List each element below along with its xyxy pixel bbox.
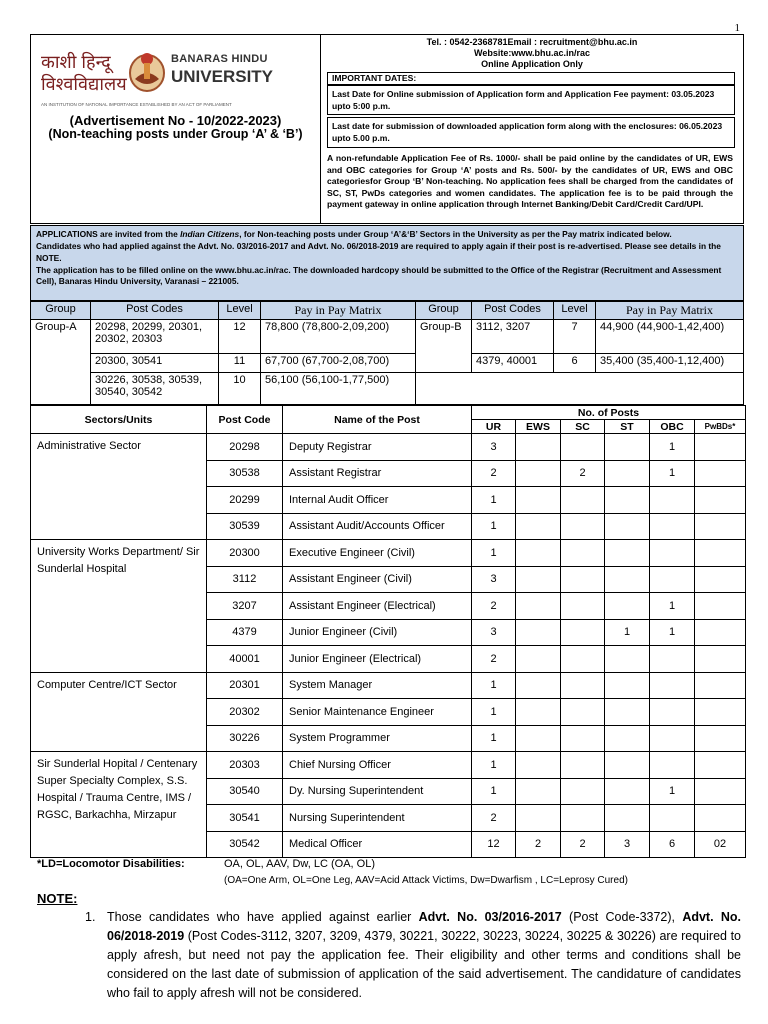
ews-count-cell xyxy=(516,460,561,487)
obc-count-cell xyxy=(650,672,695,699)
header-obc: OBC xyxy=(650,420,695,434)
obc-count-cell: 1 xyxy=(650,593,695,620)
header-ews: EWS xyxy=(516,420,561,434)
pay-cell: 20298, 20299, 20301, 20302, 20303 xyxy=(91,320,219,354)
post-code-cell: 30539 xyxy=(207,513,283,540)
header-post-name: Name of the Post xyxy=(283,406,472,434)
post-name-cell: System Programmer xyxy=(283,725,472,752)
ews-count-cell xyxy=(516,805,561,832)
post-name-cell: Assistant Engineer (Electrical) xyxy=(283,593,472,620)
pay-cell: 3112, 3207 xyxy=(472,320,554,354)
note-item-1 xyxy=(107,908,741,1003)
sc-count-cell: 2 xyxy=(561,831,605,858)
ews-count-cell xyxy=(516,487,561,514)
ur-count-cell: 1 xyxy=(472,699,516,726)
sc-count-cell xyxy=(561,725,605,752)
pay-cell: 78,800 (78,800-2,09,200) xyxy=(261,320,416,354)
band-p1-c: , for Non-teaching posts under Group ‘A’&‘B’ Sectors in the University as per the Pay matrix indicated below. xyxy=(239,229,672,239)
legend-expansion: (OA=One Arm, OL=One Leg, AAV=Acid Attack Victims, Dw=Dwarfism , LC=Leprosy Cured) xyxy=(224,875,628,886)
ur-count-cell: 2 xyxy=(472,646,516,673)
ur-count-cell: 2 xyxy=(472,593,516,620)
legend-value: OA, OL, AAV, Dw, LC (OA, OL) xyxy=(224,858,375,870)
pay-header-cell: Pay in Pay Matrix xyxy=(596,302,744,320)
ur-count-cell: 2 xyxy=(472,805,516,832)
obc-count-cell xyxy=(650,699,695,726)
pay-matrix-table xyxy=(30,301,744,405)
obc-count-cell xyxy=(650,805,695,832)
st-count-cell xyxy=(605,646,650,673)
post-code-cell: 20303 xyxy=(207,752,283,779)
pay-cell: 67,700 (67,700-2,08,700) xyxy=(261,354,416,373)
band-paragraph-3: The application has to be filled online on the www.bhu.ac.in/rac. The downloaded hardcopy should be submitted to the Office of the Registrar (Recruitment and Assessment Cell), Banaras Hindu University, Varanasi – 221005. xyxy=(36,264,722,287)
pay-cell: 12 xyxy=(219,320,261,354)
sector-name: Administrative Sector xyxy=(31,434,207,540)
ur-count-cell: 1 xyxy=(472,752,516,779)
pay-header-row xyxy=(31,302,744,320)
page-number: 1 xyxy=(734,22,740,34)
band-paragraph-2: Candidates who had applied against the Advt. No. 03/2016-2017 and Advt. No. 06/2018-2019 are required to apply again if their post is re-advertised. Please see details in the NOTE. xyxy=(36,241,721,263)
logo-hindi-name: काशी हिन्दू विश्वविद्यालय xyxy=(41,52,127,94)
pay-cell: 6 xyxy=(554,354,596,373)
pay-header-cell: Level xyxy=(219,302,261,320)
note-advt-1: Advt. No. 03/2016-2017 xyxy=(418,910,562,924)
st-count-cell xyxy=(605,593,650,620)
table-row xyxy=(31,434,746,461)
post-code-cell: 20300 xyxy=(207,540,283,567)
st-count-cell xyxy=(605,460,650,487)
pay-header-cell: Pay in Pay Matrix xyxy=(261,302,416,320)
header-post-code: Post Code xyxy=(207,406,283,434)
sc-count-cell xyxy=(561,752,605,779)
header-no-of-posts: No. of Posts xyxy=(472,406,746,420)
post-code-cell: 20302 xyxy=(207,699,283,726)
st-count-cell xyxy=(605,805,650,832)
post-code-cell: 30538 xyxy=(207,460,283,487)
post-name-cell: Junior Engineer (Electrical) xyxy=(283,646,472,673)
pay-cell: 7 xyxy=(554,320,596,354)
note-title: NOTE: xyxy=(37,891,78,906)
sc-count-cell xyxy=(561,672,605,699)
post-name-cell: Senior Maintenance Engineer xyxy=(283,699,472,726)
header-st: ST xyxy=(605,420,650,434)
pwbd-count-cell xyxy=(695,725,746,752)
post-code-cell: 20301 xyxy=(207,672,283,699)
post-code-cell: 3112 xyxy=(207,566,283,593)
ur-count-cell: 12 xyxy=(472,831,516,858)
post-name-cell: Assistant Engineer (Civil) xyxy=(283,566,472,593)
obc-count-cell: 1 xyxy=(650,778,695,805)
obc-count-cell xyxy=(650,487,695,514)
date-hardcopy-submission: Last date for submission of downloaded application form along with the enclosures: 06.05.2023 upto 5.00 p.m. xyxy=(327,117,735,148)
ur-count-cell: 1 xyxy=(472,672,516,699)
obc-count-cell: 1 xyxy=(650,619,695,646)
post-code-cell: 30540 xyxy=(207,778,283,805)
st-count-cell xyxy=(605,699,650,726)
pwbd-count-cell xyxy=(695,805,746,832)
post-name-cell: Executive Engineer (Civil) xyxy=(283,540,472,567)
ews-count-cell xyxy=(516,566,561,593)
group-b-label: Group-B xyxy=(416,320,472,373)
note-text: (Post Codes-3112, 3207, 3209, 4379, 30221, 30222, 30223, 30224, 30225 & 30226) are required to apply afresh, but need not pay the application fee. Their eligibility and other terms and conditions shall be considered on the last date of submission of application of the said advertisement. The candidature of candidates who fail to apply afresh will not be considered. xyxy=(107,929,741,1000)
ews-count-cell xyxy=(516,778,561,805)
ews-count-cell xyxy=(516,540,561,567)
pwbd-count-cell xyxy=(695,619,746,646)
pay-header-cell: Level xyxy=(554,302,596,320)
university-emblem-icon xyxy=(127,49,167,93)
st-count-cell xyxy=(605,672,650,699)
obc-count-cell xyxy=(650,513,695,540)
sc-count-cell xyxy=(561,513,605,540)
obc-count-cell: 1 xyxy=(650,460,695,487)
sector-name: Computer Centre/ICT Sector xyxy=(31,672,207,752)
sc-count-cell xyxy=(561,805,605,832)
applications-band xyxy=(30,225,744,301)
pay-cell: 44,900 (44,900-1,42,400) xyxy=(596,320,744,354)
logo-english-bottom: UNIVERSITY xyxy=(171,67,274,86)
post-name-cell: Deputy Registrar xyxy=(283,434,472,461)
pwbd-count-cell xyxy=(695,778,746,805)
date-online-submission: Last Date for Online submission of Application form and Application Fee payment: 03.05.2023 upto 5:00 p.m. xyxy=(327,85,735,115)
application-fee-text xyxy=(327,153,733,211)
sc-count-cell xyxy=(561,434,605,461)
pwbd-count-cell xyxy=(695,752,746,779)
ews-count-cell xyxy=(516,725,561,752)
sc-count-cell xyxy=(561,619,605,646)
st-count-cell xyxy=(605,513,650,540)
header-right xyxy=(321,35,743,223)
sector-name: Sir Sunderlal Hopital / Centenary Super Specialty Complex, S.S. Hospital / Trauma Centre, IMS / RGSC, Barkachha, Mirzapur xyxy=(31,752,207,858)
pwbd-count-cell xyxy=(695,540,746,567)
post-code-cell: 40001 xyxy=(207,646,283,673)
ews-count-cell xyxy=(516,699,561,726)
ur-count-cell: 2 xyxy=(472,460,516,487)
university-logo xyxy=(39,47,289,107)
pay-header-cell: Post Codes xyxy=(472,302,554,320)
band-p1-a: APPLICATIONS are invited from the xyxy=(36,229,181,239)
st-count-cell xyxy=(605,487,650,514)
pwbd-count-cell xyxy=(695,646,746,673)
obc-count-cell xyxy=(650,540,695,567)
sector-name: University Works Department/ Sir Sunderlal Hospital xyxy=(31,540,207,673)
legend-label: *LD=Locomotor Disabilities: xyxy=(37,858,185,870)
sc-count-cell xyxy=(561,699,605,726)
ews-count-cell xyxy=(516,672,561,699)
post-name-cell: Assistant Audit/Accounts Officer xyxy=(283,513,472,540)
obc-count-cell xyxy=(650,725,695,752)
st-count-cell xyxy=(605,540,650,567)
st-count-cell xyxy=(605,725,650,752)
ur-count-cell: 1 xyxy=(472,540,516,567)
header-sectors: Sectors/Units xyxy=(31,406,207,434)
pwbd-count-cell xyxy=(695,672,746,699)
pwbd-count-cell xyxy=(695,593,746,620)
pwbd-count-cell: 02 xyxy=(695,831,746,858)
logo-tagline: AN INSTITUTION OF NATIONAL IMPORTANCE ESTABLISHED BY AN ACT OF PARLIAMENT xyxy=(41,102,232,107)
post-name-cell: Dy. Nursing Superintendent xyxy=(283,778,472,805)
pwbd-count-cell xyxy=(695,699,746,726)
pay-cell: 35,400 (35,400-1,12,400) xyxy=(596,354,744,373)
header-sc: SC xyxy=(561,420,605,434)
pay-header-cell: Post Codes xyxy=(91,302,219,320)
post-name-cell: Junior Engineer (Civil) xyxy=(283,619,472,646)
sc-count-cell xyxy=(561,646,605,673)
pay-cell: 56,100 (56,100-1,77,500) xyxy=(261,373,416,405)
st-count-cell xyxy=(605,434,650,461)
obc-count-cell xyxy=(650,646,695,673)
pwbd-count-cell xyxy=(695,434,746,461)
contact-line: Tel. : 0542-2368781Email : recruitment@bhu.ac.in xyxy=(426,37,638,47)
pay-row xyxy=(31,320,744,354)
ews-count-cell xyxy=(516,752,561,779)
ur-count-cell: 1 xyxy=(472,487,516,514)
advertisement-number: (Advertisement No - 10/2022-2023) xyxy=(69,113,282,128)
post-name-cell: Chief Nursing Officer xyxy=(283,752,472,779)
obc-count-cell: 1 xyxy=(650,434,695,461)
logo-english-top: BANARAS HINDU xyxy=(171,53,268,65)
table-row xyxy=(31,540,746,567)
post-code-cell: 20299 xyxy=(207,487,283,514)
ews-count-cell xyxy=(516,593,561,620)
band-paragraph-1 xyxy=(36,229,738,240)
pay-cell: 30226, 30538, 30539, 30540, 30542 xyxy=(91,373,219,405)
post-name-cell: Medical Officer xyxy=(283,831,472,858)
advertisement-subtitle: (Non-teaching posts under Group ‘A’ & ‘B’) xyxy=(48,127,303,141)
ews-count-cell xyxy=(516,513,561,540)
pay-cell: 4379, 40001 xyxy=(472,354,554,373)
application-fee-paragraph: A non-refundable Application Fee of Rs. 1000/- shall be paid online by the candidates of UR, EWS and OBC categories for Group ‘A’ posts and Rs. 500/- by the candidates of UR, EWS and OBC categoriesfor Group ‘B’ Non-teaching. No application fees shall be charged from the candidates of SC, ST, PwDs categories and women candidates. The application fee is to be paid through the payment gateway in online application through Internet Banking/Debit Card/Credit Card/UPI. xyxy=(327,153,733,209)
posts-body xyxy=(31,434,746,858)
sc-count-cell xyxy=(561,593,605,620)
sc-count-cell xyxy=(561,540,605,567)
post-code-cell: 30541 xyxy=(207,805,283,832)
obc-count-cell xyxy=(650,752,695,779)
sc-count-cell xyxy=(561,778,605,805)
ews-count-cell xyxy=(516,646,561,673)
post-code-cell: 4379 xyxy=(207,619,283,646)
pay-row xyxy=(31,373,744,405)
ur-count-cell: 1 xyxy=(472,778,516,805)
st-count-cell xyxy=(605,752,650,779)
sc-count-cell: 2 xyxy=(561,460,605,487)
pwbd-count-cell xyxy=(695,487,746,514)
ur-count-cell: 3 xyxy=(472,619,516,646)
online-only: Online Application Only xyxy=(481,59,583,69)
pwbd-count-cell xyxy=(695,566,746,593)
post-name-cell: System Manager xyxy=(283,672,472,699)
website-line: Website:www.bhu.ac.in/rac xyxy=(473,48,591,58)
note-text: (Post Code-3372), xyxy=(561,910,683,924)
header-pwbd: PwBDs* xyxy=(695,420,746,434)
st-count-cell: 3 xyxy=(605,831,650,858)
table-row xyxy=(31,672,746,699)
header-left xyxy=(31,35,321,223)
ews-count-cell xyxy=(516,619,561,646)
important-dates-label: IMPORTANT DATES: xyxy=(327,72,735,85)
pay-row xyxy=(31,354,744,373)
band-p1-italic: Indian Citizens xyxy=(180,229,240,239)
pay-empty-cell xyxy=(416,373,744,405)
ur-count-cell: 3 xyxy=(472,566,516,593)
ur-count-cell: 1 xyxy=(472,513,516,540)
post-name-cell: Assistant Registrar xyxy=(283,460,472,487)
sc-count-cell xyxy=(561,487,605,514)
post-code-cell: 30542 xyxy=(207,831,283,858)
post-code-cell: 20298 xyxy=(207,434,283,461)
header-ur: UR xyxy=(472,420,516,434)
pay-cell: 10 xyxy=(219,373,261,405)
ur-count-cell: 3 xyxy=(472,434,516,461)
pay-cell: 20300, 30541 xyxy=(91,354,219,373)
st-count-cell: 1 xyxy=(605,619,650,646)
note-advt-2: Advt. No. 06/2018-2019 xyxy=(107,910,741,943)
ur-count-cell: 1 xyxy=(472,725,516,752)
st-count-cell xyxy=(605,778,650,805)
pay-cell: 11 xyxy=(219,354,261,373)
ews-count-cell: 2 xyxy=(516,831,561,858)
obc-count-cell xyxy=(650,566,695,593)
pwbd-count-cell xyxy=(695,513,746,540)
post-name-cell: Nursing Superintendent xyxy=(283,805,472,832)
header-box xyxy=(30,34,744,224)
note-item-number: 1. xyxy=(85,910,96,924)
note-text: Those candidates who have applied against earlier xyxy=(107,910,419,924)
table-row xyxy=(31,752,746,779)
pwbd-count-cell xyxy=(695,460,746,487)
posts-table xyxy=(30,405,746,858)
post-code-cell: 30226 xyxy=(207,725,283,752)
post-name-cell: Internal Audit Officer xyxy=(283,487,472,514)
pay-header-cell: Group xyxy=(31,302,91,320)
post-code-cell: 3207 xyxy=(207,593,283,620)
sc-count-cell xyxy=(561,566,605,593)
st-count-cell xyxy=(605,566,650,593)
pay-header-cell: Group xyxy=(416,302,472,320)
ews-count-cell xyxy=(516,434,561,461)
group-a-label: Group-A xyxy=(31,320,91,405)
obc-count-cell: 6 xyxy=(650,831,695,858)
posts-header-row xyxy=(31,406,746,420)
